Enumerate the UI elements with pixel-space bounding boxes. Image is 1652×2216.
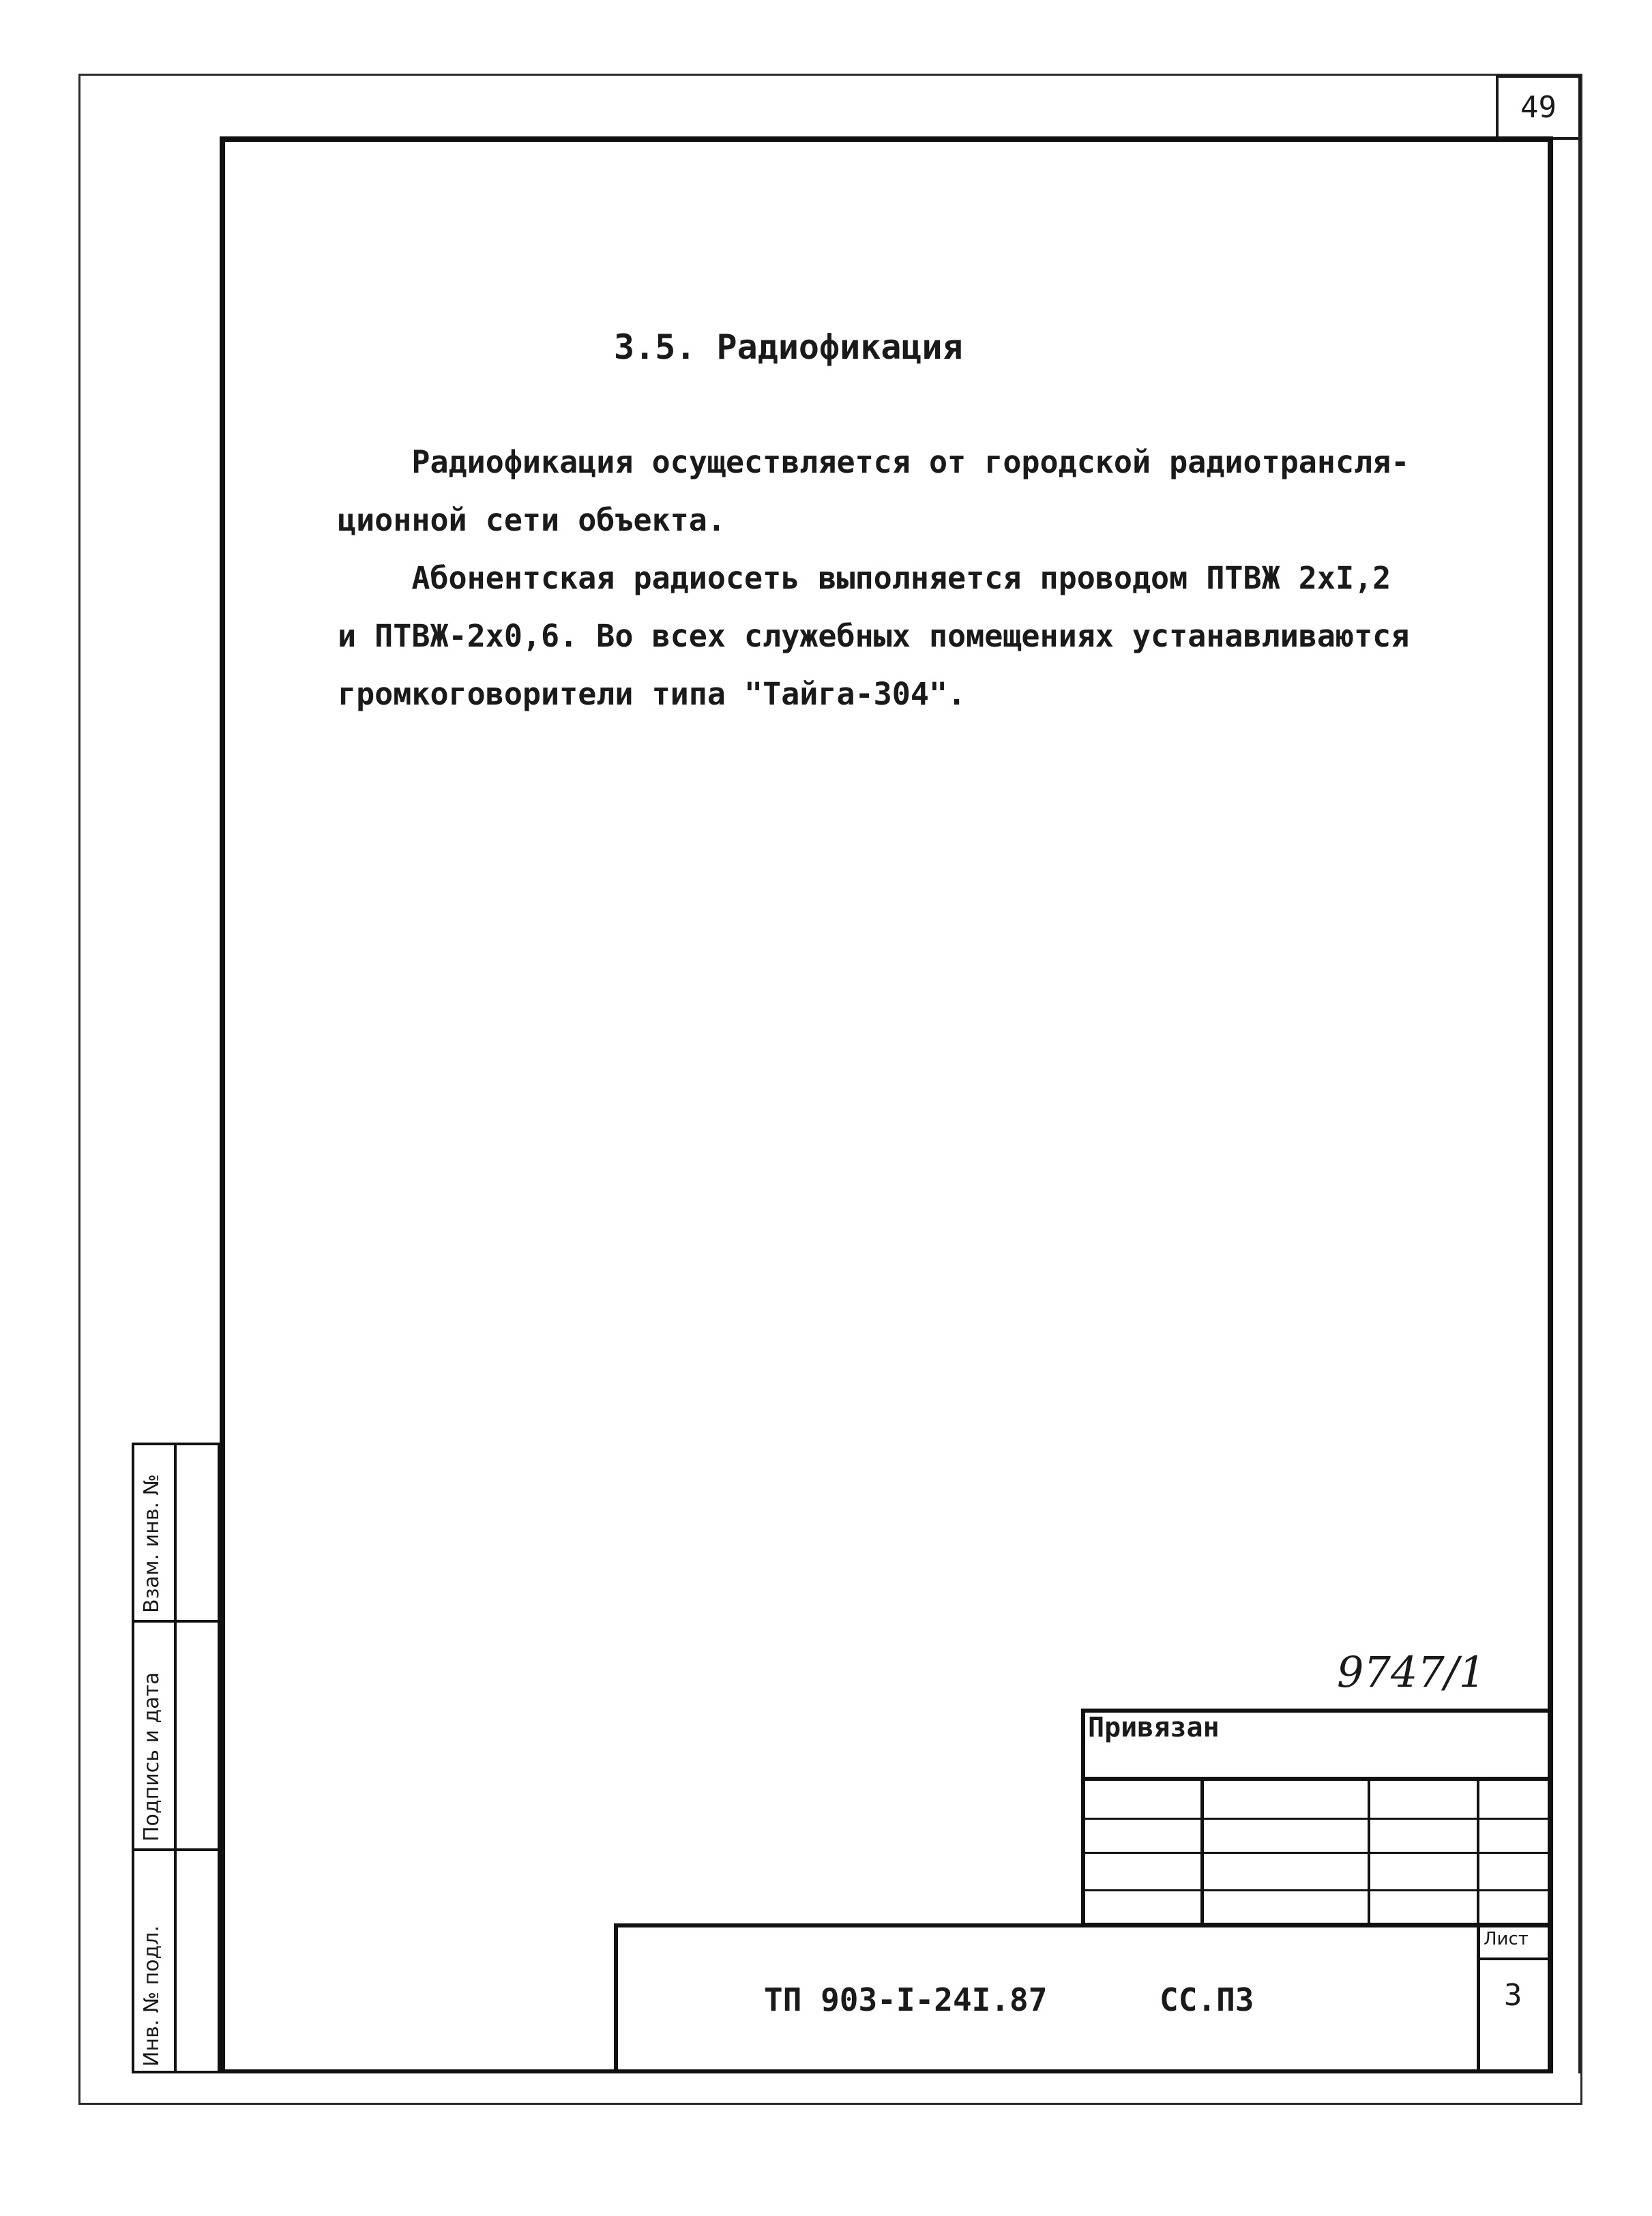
sheet-row-divider bbox=[1477, 1958, 1553, 1960]
section-heading: 3.5. Радиофикация bbox=[614, 327, 963, 367]
document-code: ТП 903-I-24I.87 bbox=[764, 1981, 1048, 2018]
side-label-signature-date: Подпись и дата bbox=[140, 1672, 164, 1842]
sheet-number: 3 bbox=[1504, 1978, 1522, 2013]
paragraph-line-5: громкоговорители типа "Тайга-304". bbox=[338, 676, 967, 712]
privyazan-col-line-2 bbox=[1368, 1777, 1370, 1927]
privyazan-col-line-1 bbox=[1200, 1777, 1204, 1927]
privyazan-row-line-4 bbox=[1081, 1889, 1553, 1891]
page-number: 49 bbox=[1496, 75, 1581, 140]
handwritten-note: 9747/1 bbox=[1337, 1647, 1486, 1697]
side-stamp-separator-1 bbox=[132, 1620, 220, 1623]
paragraph-line-4: и ПТВЖ-2х0,6. Во всех служебных помещениях устанавливаются bbox=[338, 618, 1410, 654]
privyazan-label: Привязан bbox=[1088, 1712, 1220, 1743]
privyazan-row-line-3 bbox=[1081, 1852, 1553, 1854]
side-label-inv-podl: Инв. № подл. bbox=[140, 1925, 164, 2067]
sheet-label: Лист bbox=[1484, 1929, 1529, 1949]
privyazan-row-line-1 bbox=[1081, 1777, 1553, 1781]
sheet-col-divider bbox=[1477, 1927, 1480, 2073]
privyazan-col-line-3 bbox=[1477, 1777, 1479, 1927]
section-code: СС.ПЗ bbox=[1160, 1981, 1254, 2018]
side-label-vzam-inv: Взам. инв. № bbox=[140, 1474, 164, 1613]
paragraph-line-1: Радиофикация осуществляется от городской радиотрансля- bbox=[338, 444, 1410, 480]
title-block bbox=[614, 1923, 1553, 2073]
right-margin-strip bbox=[1552, 136, 1581, 2073]
paragraph-line-2: ционной сети объекта. bbox=[338, 502, 726, 538]
paragraph-line-3: Абонентская радиосеть выполняется проводом ПТВЖ 2хI,2 bbox=[338, 560, 1391, 596]
side-stamp-separator-2 bbox=[132, 1848, 220, 1851]
privyazan-row-line-2 bbox=[1081, 1818, 1553, 1820]
side-stamp-divider bbox=[174, 1443, 177, 2073]
